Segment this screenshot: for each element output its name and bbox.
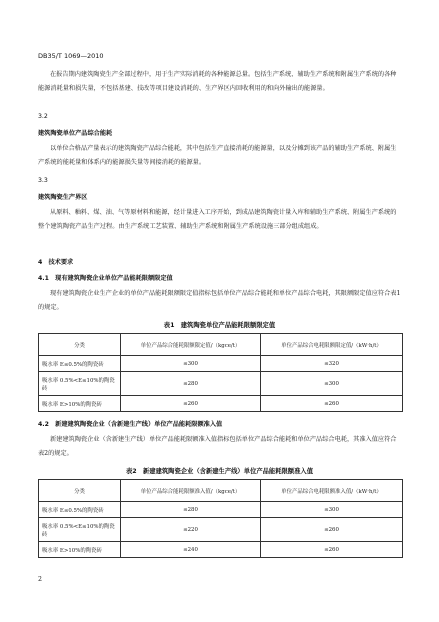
table-cell-category: 吸水率 0.5%<E≤10%的陶瓷砖 [39,518,121,542]
table-row [39,372,403,396]
section-4-1-heading: 4.1 现有建筑陶瓷企业单位产品能耗限额限定值 [38,275,173,282]
table-1 [38,333,403,412]
table-row [39,518,403,542]
section-3-2-number: 3.2 [38,113,48,120]
section-4-heading: 4 技术要求 [38,259,74,266]
table-row [39,356,403,372]
table-1-header-electric: 单位产品综合电耗限额限定值/（kW·h/t） [261,334,403,356]
page-number: 2 [38,576,42,583]
section-4-2-heading: 4.2 新建建筑陶瓷企业（含新建生产线）单位产品能耗限额准入值 [38,421,223,428]
table-2-title: 表2 新建建筑陶瓷企业（含新建生产线）单位产品能耗限额准入值 [126,468,313,475]
table-cell-electric: ≤300 [261,502,403,518]
table-row [39,396,403,412]
table-cell-energy: ≤260 [121,396,261,412]
table-cell-energy: ≤280 [121,372,261,396]
section-3-2-body: 以单位合格品产量表示的建筑陶瓷产品综合能耗，其中包括生产直接消耗的能源量，以及分摊到该产品的辅助生产系统、附属生产系统的能耗量和体系内的能源损失量等间接消耗的能源量。 [38,145,397,166]
section-4-1-body: 现有建筑陶瓷企业生产企业的单位产品能耗限额限定值指标包括单位产品综合能耗和单位产品综合电耗，其限额限定值应符合表1的规定。 [38,290,401,311]
table-cell-energy: ≤280 [121,502,261,518]
table-2-header-category: 分类 [39,480,121,502]
table-2-header-energy: 单位产品综合能耗限额准入值/（kgce/t） [121,480,261,502]
table-cell-electric: ≤320 [261,356,403,372]
table-1-header-category: 分类 [39,334,121,356]
table-cell-category: 吸水率 E≤0.5%的陶瓷砖 [39,356,121,372]
table-cell-electric: ≤260 [261,542,403,558]
table-row [39,542,403,558]
section-4-2-body: 新建建筑陶瓷企业（含新建生产线）单位产品能耗限额准入值指标包括单位产品综合能耗和单位产品综合电耗，其准入值应符合表2的规定。 [38,436,397,457]
section-3-3-body: 从原料、釉料、煤、油、气等原材料和能源，经计量进入工序开始，到成品建筑陶瓷计量入库和辅助生产系统、附属生产系统的整个建筑陶瓷产品生产过程。由生产系统工艺装置、辅助生产系统和附属生产系统设施三部分组成组成。 [38,209,397,230]
table-row [39,502,403,518]
table-cell-electric: ≤260 [261,518,403,542]
table-2-header-electric: 单位产品综合电耗限额准入值/（kW·h/t） [261,480,403,502]
table-2-header-row [39,480,403,502]
table-2 [38,479,403,558]
table-cell-energy: ≤300 [121,356,261,372]
table-cell-category: 吸水率 E>10%的陶瓷砖 [39,396,121,412]
table-cell-energy: ≤220 [121,518,261,542]
table-cell-category: 吸水率 0.5%<E≤10%的陶瓷砖 [39,372,121,396]
table-1-title: 表1 建筑陶瓷单位产品能耗限额限定值 [163,322,276,329]
table-cell-energy: ≤240 [121,542,261,558]
table-cell-category: 吸水率 E≤0.5%的陶瓷砖 [39,502,121,518]
section-3-2-title: 建筑陶瓷单位产品综合能耗 [38,130,113,137]
table-cell-category: 吸水率 E>10%的陶瓷砖 [39,542,121,558]
intro-paragraph: 在报告期内建筑陶瓷生产全部过程中，用于生产实际消耗的各种能源总量。包括生产系统、辅助生产系统和附属生产系统的各种能源消耗量和损失量，不包括基建、技改等项目建设消耗的、生产界区内回收利用的和向外输出的能源量。 [38,71,397,92]
table-cell-electric: ≤260 [261,396,403,412]
section-3-3-title: 建筑陶瓷生产界区 [38,194,88,201]
table-1-header-energy: 单位产品综合能耗限额限定值/（kgce/t） [121,334,261,356]
section-3-3-number: 3.3 [38,177,48,184]
table-cell-electric: ≤300 [261,372,403,396]
standard-code: DB35/T 1069—2010 [38,52,104,60]
table-1-header-row [39,334,403,356]
